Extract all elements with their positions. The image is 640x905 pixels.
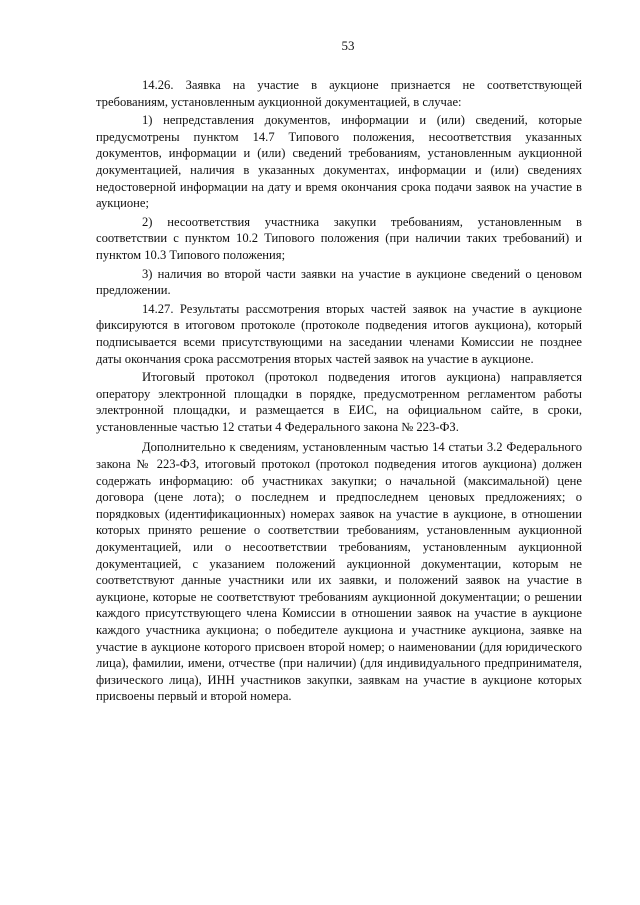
paragraph-14-27: 14.27. Результаты рассмотрения вторых частей заявок на участие в аукционе фиксируются в итоговом протоколе (протоколе подведения итогов аукциона), который подписывается всеми присутствующими на заседании членами Комиссии не позднее даты окончания срока рассмотрения вторых частей заявок на участие в аукционе. — [96, 301, 582, 366]
page-number: 53 — [341, 38, 355, 53]
paragraph-item-1: 1) непредставления документов, информации и (или) сведений, которые предусмотрены пунктом 14.7 Типового положения, несоответствия указанных документов, информации и (или) сведений требованиям, установленным аукционной документацией, наличия в указанных документах, информации и (или) сведениях недостоверной информации на дату и время окончания срока подачи заявок на участие в аукционе; — [96, 113, 582, 211]
paragraph-additional-info: Дополнительно к сведениям, установленным частью 14 статьи 3.2 Федерального закона № 223-ФЗ, итоговый протокол (протокол подведения итогов аукциона) должен содержать информацию: об участниках закупки; о начальной (максимальной) цене договора (цене лота); о последнем и предпоследнем ценовых предложениях; о порядковых (идентификационных) номерах заявок на участие в аукционе, в отношении которых принято решение о соответствии требованиям, установленным аукционной документацией, или о несоответствии требованиям, установленным аукционной документацией, с указанием положений аукционной документации, которым не соответствуют данные участники или их заявки, и положений заявок на участие в аукционе, которые не соответствуют требованиям аукционной документации; о решении каждого присутствующего члена Комиссии в отношении заявок на участие в аукционе каждого участника аукциона; о победителе аукциона и участнике аукциона, заявке на участие в аукционе которого присвоен второй номер; о наименовании (для юридического лица), фамилии, имени, отчестве (при наличии) (для индивидуального предпринимателя, физического лица), ИНН участников закупки, заявкам на участие в аукционе которых присвоены первый и второй номера. — [96, 440, 582, 704]
paragraph-14-26: 14.26. Заявка на участие в аукционе признается не соответствующей требованиям, установленным аукционной документацией, в случае: — [96, 78, 582, 109]
paragraph-item-3: 3) наличия во второй части заявки на участие в аукционе сведений о ценовом предложении. — [96, 266, 582, 298]
paragraph-item-2: 2) несоответствия участника закупки требованиям, установленным в соответствии с пунктом 10.2 Типового положения (при наличии таких требований) и пунктом 10.3 Типового положения; — [96, 214, 582, 262]
paragraph-final-protocol: Итоговый протокол (протокол подведения итогов аукциона) направляется оператору электронной площадки в порядке, предусмотренном регламентом работы электронной площадки, и размещается в ЕИС, на официальном сайте, в сроки, установленные частью 12 статьи 4 Федерального закона № 223-ФЗ. — [96, 370, 582, 434]
